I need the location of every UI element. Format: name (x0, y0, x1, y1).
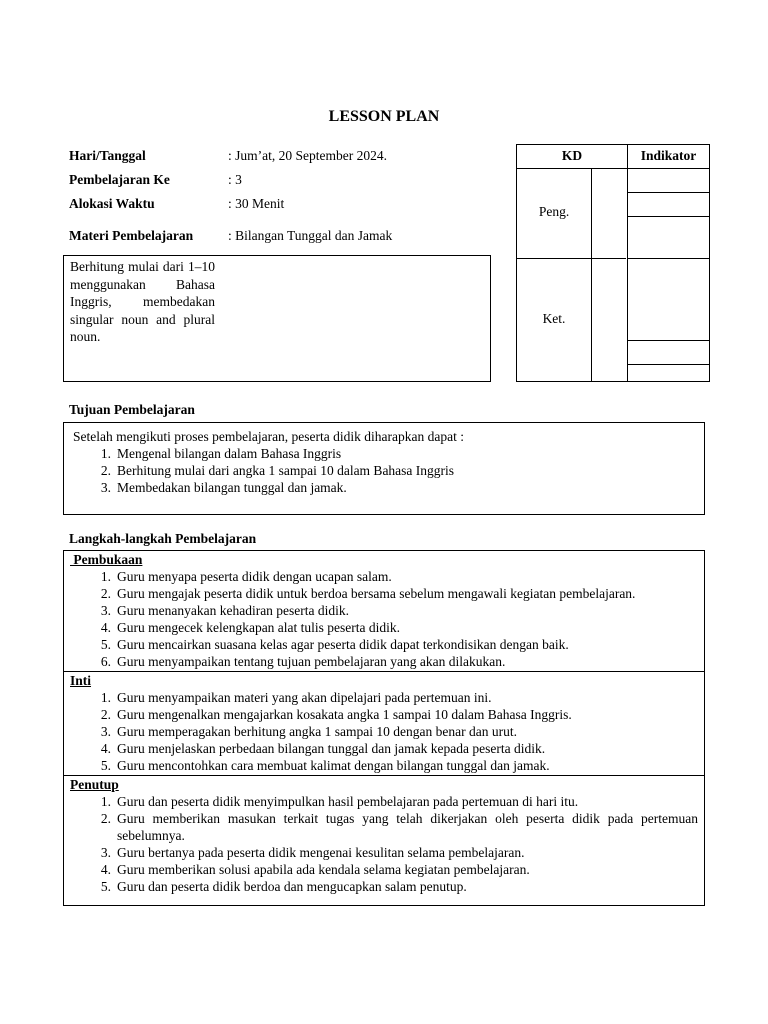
langkah-item (64, 653, 704, 670)
langkah-item (64, 636, 704, 653)
langkah-item-text: Guru mengajak peserta didik untuk berdoa bersama sebelum mengawali kegiatan pembelajaran. (117, 586, 636, 601)
langkah-item-number: 4. (100, 862, 111, 877)
langkah-section-title: Pembukaan (70, 552, 143, 567)
indikator-line-2 (627, 216, 709, 217)
tujuan-item-text: Berhitung mulai dari angka 1 sampai 10 dalam Bahasa Inggris (117, 463, 455, 478)
langkah-section-title: Inti (70, 673, 92, 688)
langkah-item (64, 740, 704, 757)
tujuan-item (64, 479, 704, 496)
tujuan-list (64, 445, 704, 496)
langkah-item (64, 602, 704, 619)
materi-box-text: Berhitung mulai dari 1–10 menggunakan Bahasa Inggris, membedakan singular noun and plural noun. (70, 259, 215, 344)
langkah-item-number: 2. (100, 586, 111, 601)
langkah-section-title: Penutup (70, 777, 119, 792)
alokasi-label: Alokasi Waktu (69, 196, 155, 211)
langkah-item (64, 568, 704, 585)
langkah-item-text: Guru menyapa peserta didik dengan ucapan salam. (117, 569, 392, 584)
tujuan-heading: Tujuan Pembelajaran (69, 402, 195, 417)
page-title: LESSON PLAN (328, 108, 440, 125)
langkah-section (64, 775, 704, 896)
langkah-item-text: Guru mencairkan suasana kelas agar peserta didik dapat terkondisikan dengan baik. (117, 637, 569, 652)
langkah-item-number: 5. (100, 637, 111, 652)
indikator-line-5 (627, 364, 709, 365)
langkah-item (64, 723, 704, 740)
langkah-item-text: Guru menjelaskan perbedaan bilangan tunggal dan jamak kepada peserta didik. (117, 741, 546, 756)
langkah-item (64, 706, 704, 723)
langkah-item-text: Guru mengenalkan mengajarkan kosakata angka 1 sampai 10 dalam Bahasa Inggris. (117, 707, 572, 722)
langkah-table (63, 550, 705, 906)
langkah-item-number: 6. (100, 654, 111, 669)
materi-label: Materi Pembelajaran (69, 228, 194, 243)
langkah-item (64, 861, 704, 878)
tujuan-intro: Setelah mengikuti proses pembelajaran, peserta didik diharapkan dapat : (73, 429, 464, 444)
langkah-item-number: 2. (100, 811, 111, 826)
langkah-item-number: 5. (100, 758, 111, 773)
langkah-item-number: 3. (100, 724, 111, 739)
langkah-item (64, 585, 704, 602)
langkah-item-text: Guru menanyakan kehadiran peserta didik. (117, 603, 350, 618)
langkah-item-text: Guru menyampaikan tentang tujuan pembelajaran yang akan dilakukan. (117, 654, 506, 669)
tujuan-item (64, 462, 704, 479)
tujuan-item-text: Membedakan bilangan tunggal dan jamak. (117, 480, 347, 495)
pembelajaran-ke-value: : 3 (228, 172, 242, 187)
kd-divider (627, 145, 628, 381)
langkah-item (64, 878, 704, 895)
tujuan-item-number: 3. (100, 480, 111, 495)
tujuan-item-number: 2. (100, 463, 111, 478)
langkah-item-text: Guru mencontohkan cara membuat kalimat dengan bilangan tunggal dan jamak. (117, 758, 550, 773)
hari-value: : Jum’at, 20 September 2024. (228, 148, 387, 163)
langkah-section-list (64, 689, 704, 774)
indikator-header: Indikator (640, 148, 697, 163)
langkah-item-number: 2. (100, 707, 111, 722)
kd-inner-divider (591, 168, 592, 381)
langkah-section-list (64, 793, 704, 895)
alokasi-value: : 30 Menit (228, 196, 285, 211)
tujuan-item-text: Mengenal bilangan dalam Bahasa Inggris (117, 446, 342, 461)
tujuan-box (63, 422, 705, 515)
langkah-item-number: 4. (100, 620, 111, 635)
langkah-item-number: 4. (100, 741, 111, 756)
table-header-line (517, 168, 709, 169)
langkah-item-number: 1. (100, 794, 111, 809)
langkah-item-number: 1. (100, 690, 111, 705)
indikator-line-1 (627, 192, 709, 193)
langkah-item-number: 1. (100, 569, 111, 584)
indikator-line-4 (627, 340, 709, 341)
langkah-section-list (64, 568, 704, 670)
indikator-line-3 (627, 258, 709, 259)
langkah-heading: Langkah-langkah Pembelajaran (69, 531, 257, 546)
langkah-item-text: Guru memperagakan berhitung angka 1 sampai 10 dengan benar dan urut. (117, 724, 517, 739)
langkah-item (64, 793, 704, 810)
langkah-item-text: Guru dan peserta didik berdoa dan mengucapkan salam penutup. (117, 879, 467, 894)
langkah-item-number: 5. (100, 879, 111, 894)
langkah-item (64, 844, 704, 861)
langkah-item (64, 619, 704, 636)
langkah-item-number: 3. (100, 603, 111, 618)
langkah-item-text: Guru bertanya pada peserta didik mengenai kesulitan selama pembelajaran. (117, 845, 525, 860)
langkah-item-text: Guru mengecek kelengkapan alat tulis peserta didik. (117, 620, 401, 635)
ket-label: Ket. (542, 311, 566, 326)
tujuan-item (64, 445, 704, 462)
langkah-item-text: Guru menyampaikan materi yang akan dipelajari pada pertemuan ini. (117, 690, 492, 705)
langkah-item (64, 810, 704, 844)
langkah-item-text: Guru memberikan solusi apabila ada kendala selama kegiatan pembelajaran. (117, 862, 530, 877)
peng-label: Peng. (538, 204, 570, 219)
materi-value: : Bilangan Tunggal dan Jamak (228, 228, 393, 243)
langkah-section (64, 551, 704, 671)
tujuan-item-number: 1. (100, 446, 111, 461)
langkah-item-text: Guru memberikan masukan terkait tugas yang telah dikerjakan oleh peserta didik pada pertemuan sebelumnya. (117, 811, 698, 843)
langkah-item-number: 3. (100, 845, 111, 860)
langkah-item (64, 757, 704, 774)
pembelajaran-ke-label: Pembelajaran Ke (69, 172, 170, 187)
langkah-item-text: Guru dan peserta didik menyimpulkan hasil pembelajaran pada pertemuan di hari itu. (117, 794, 579, 809)
kd-header: KD (561, 148, 583, 163)
hari-label: Hari/Tanggal (69, 148, 146, 163)
materi-box (63, 255, 491, 382)
langkah-sections (64, 551, 704, 896)
langkah-item (64, 689, 704, 706)
langkah-section (64, 671, 704, 775)
peng-ket-divider (517, 258, 626, 259)
kd-indikator-table (516, 144, 710, 382)
